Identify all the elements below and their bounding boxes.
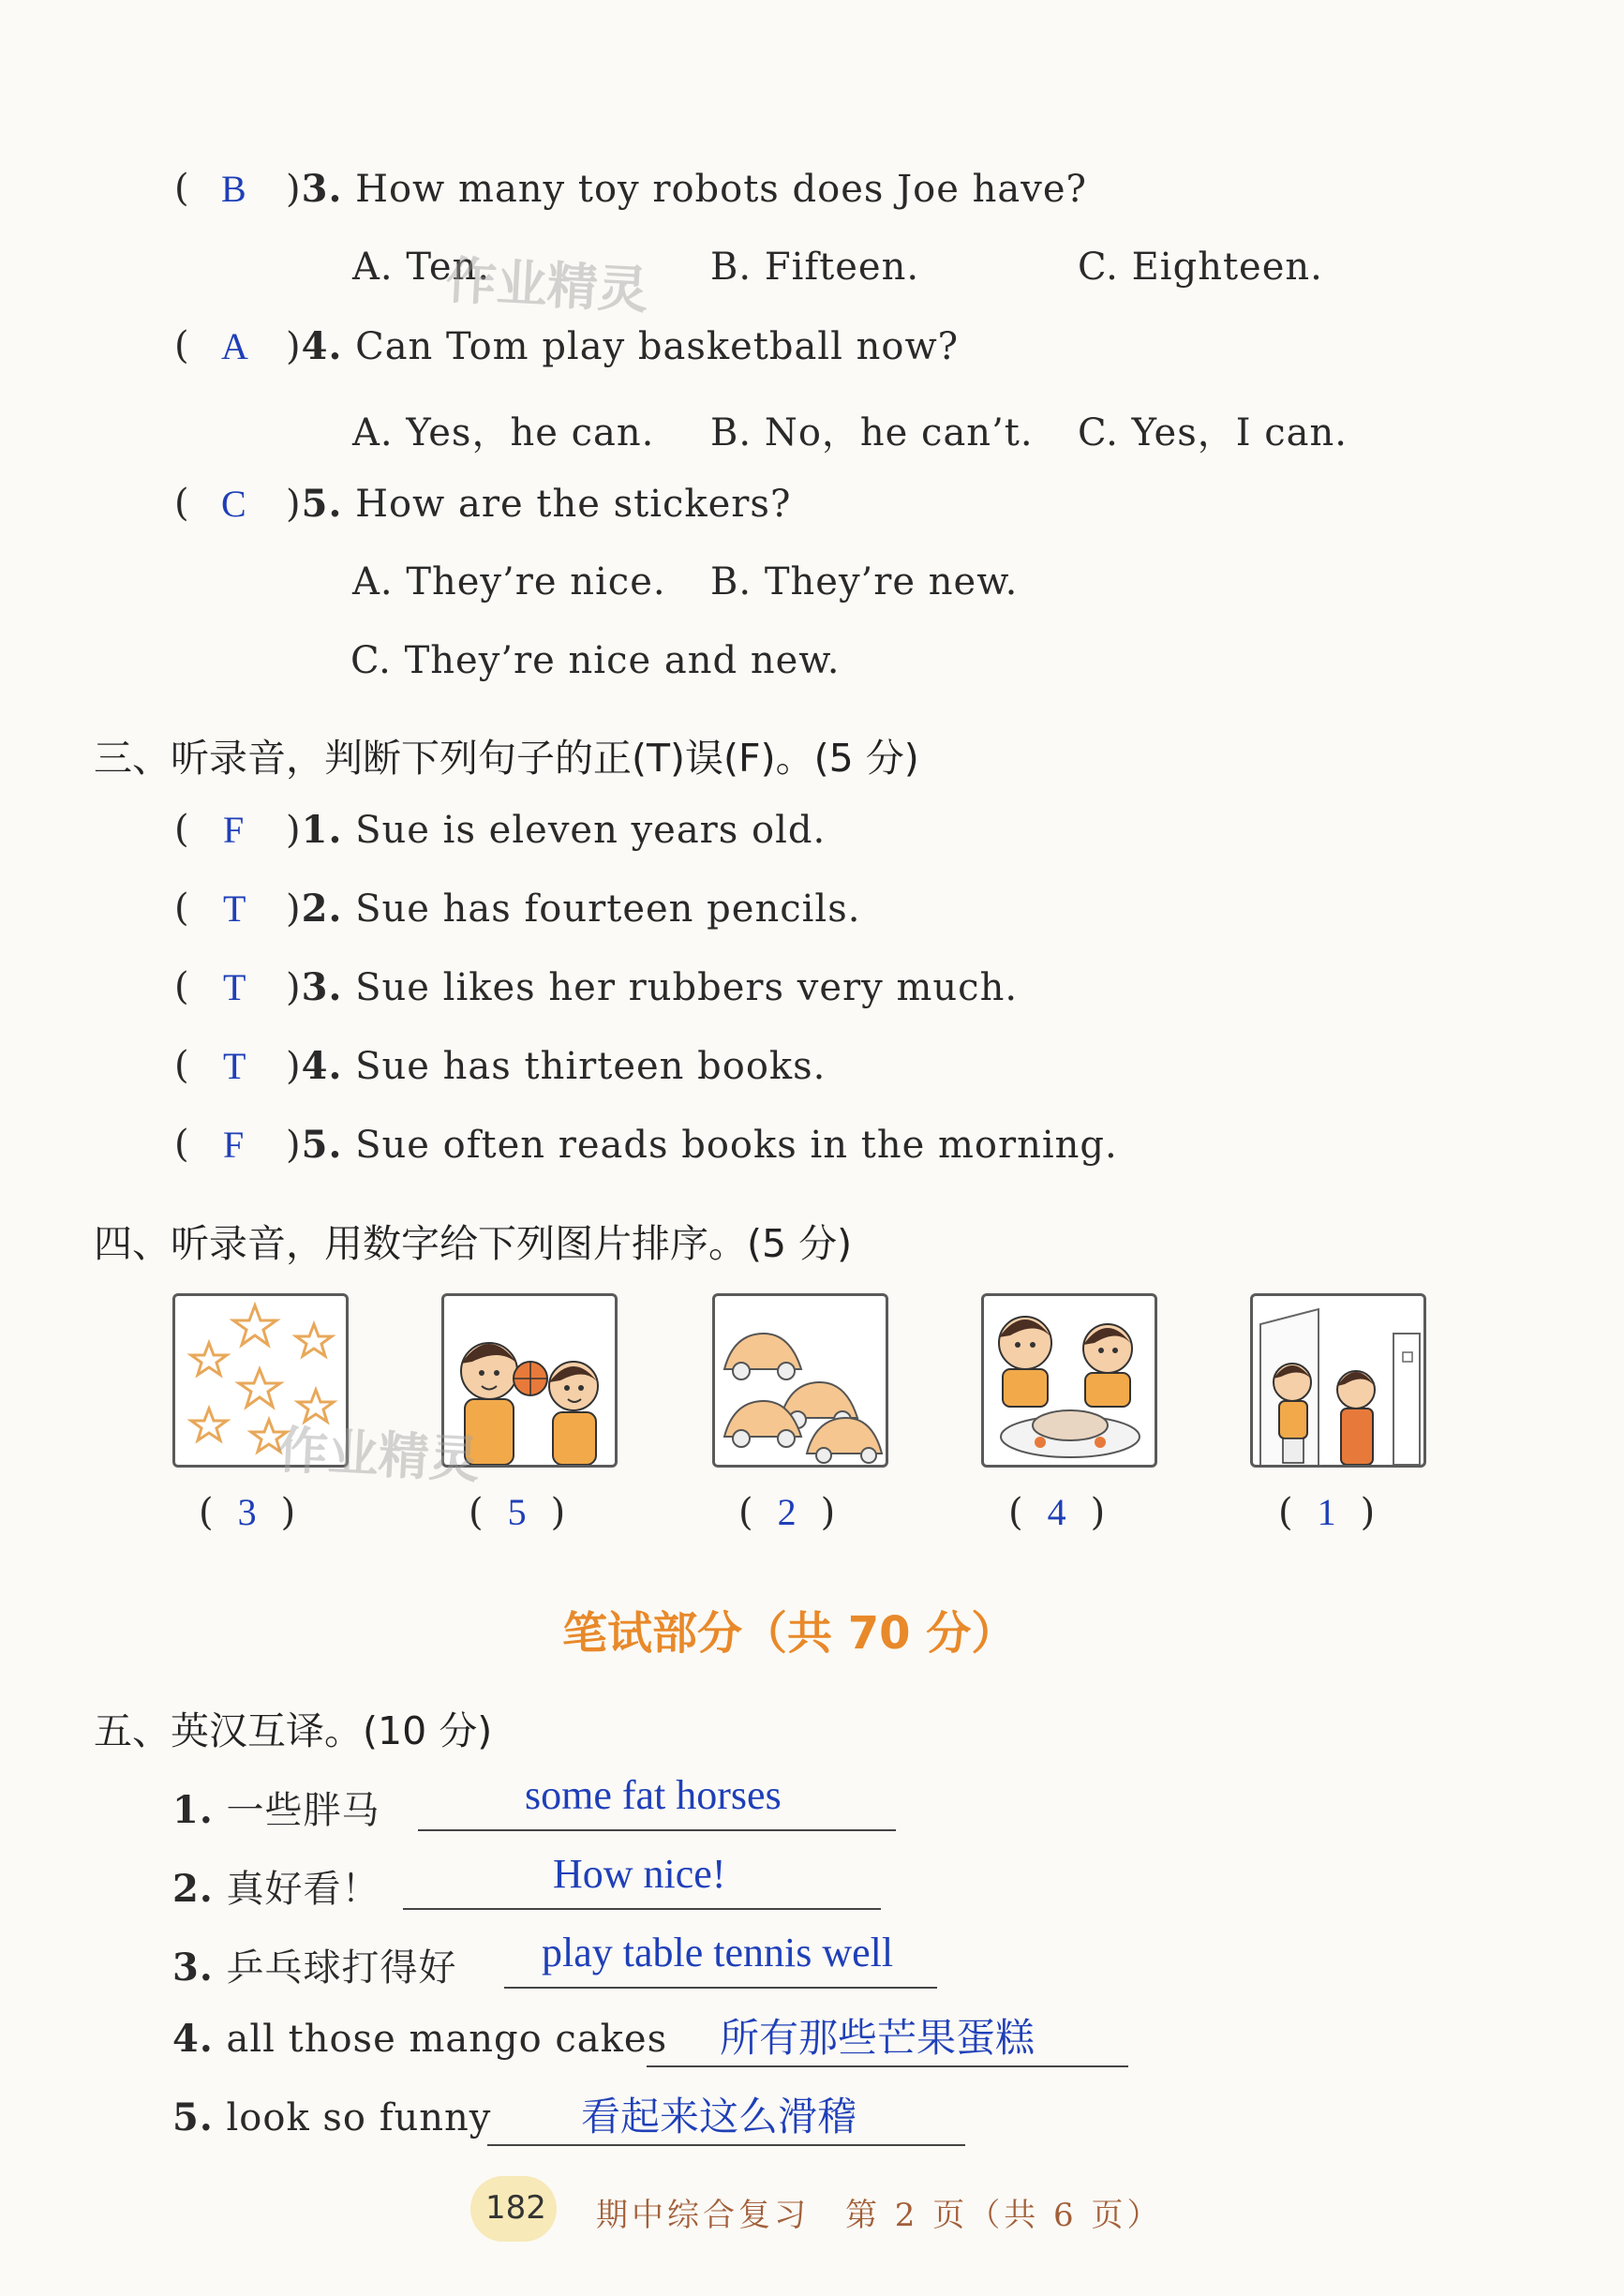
answer-value: T xyxy=(223,1045,246,1087)
order-label: ( 4 ) xyxy=(1008,1491,1106,1534)
answer-value: T xyxy=(223,887,246,930)
option-c: C. Eighteen. xyxy=(1078,246,1323,289)
answer-value: 所有那些芒果蛋糕 xyxy=(720,2015,1035,2061)
question-text: How are the stickers? xyxy=(355,483,792,526)
answer-value: F xyxy=(223,809,245,851)
answer-value: some fat horses xyxy=(525,1772,782,1818)
answer-value: 看起来这么滑稽 xyxy=(581,2094,857,2139)
list-item: 1. 一些胖马 xyxy=(172,1788,380,1832)
question-number: 3. xyxy=(301,167,343,211)
kids-cake-icon xyxy=(984,1296,1155,1465)
page-number: 182 xyxy=(485,2189,546,2227)
section5-title: 五、英汉互译。(10 分) xyxy=(94,1708,493,1753)
list-item: 2. 真好看！ xyxy=(172,1867,380,1911)
section4-title: 四、听录音，用数字给下列图片排序。(5 分) xyxy=(94,1221,853,1266)
question-text: Can Tom play basketball now? xyxy=(355,325,960,368)
picture-kids-cake xyxy=(981,1293,1157,1468)
list-item: )1. Sue is eleven years old. xyxy=(286,808,827,852)
answer-value: B xyxy=(221,168,246,210)
option-b: B. No，he can’t. xyxy=(710,411,1034,455)
option-c: C. They’re nice and new. xyxy=(350,639,841,682)
list-item: 5. look so funny xyxy=(172,2095,492,2139)
answer-underline xyxy=(418,1829,896,1831)
option-a: A. Ten. xyxy=(352,246,491,289)
answer-paren-open: ( xyxy=(174,167,190,210)
toy-cars-icon xyxy=(715,1296,886,1465)
list-item: 4. all those mango cakes xyxy=(172,2017,668,2061)
answer-value: How nice! xyxy=(553,1851,726,1897)
option-a: A. Yes，he can. xyxy=(352,411,655,455)
watermark-logo: 作业精灵 xyxy=(276,1420,482,1490)
answer-value: A xyxy=(221,325,248,367)
watermark-logo: 作业精灵 xyxy=(444,250,650,321)
order-label: ( 1 ) xyxy=(1278,1491,1376,1534)
answer-underline xyxy=(647,2065,1128,2067)
section3-title: 三、听录音，判断下列句子的正(T)误(F)。(5 分) xyxy=(94,736,919,781)
list-item: )4. Sue has thirteen books. xyxy=(286,1044,827,1088)
answer-value: play table tennis well xyxy=(542,1930,894,1975)
list-item: )3. Sue likes her rubbers very much. xyxy=(286,965,1019,1009)
list-item: )2. Sue has fourteen pencils. xyxy=(286,887,861,931)
list-item: 3. 乒乓球打得好 xyxy=(172,1946,457,1990)
answer-value: C xyxy=(221,483,246,525)
question-number: 5. xyxy=(301,482,343,526)
answer-value: F xyxy=(223,1124,245,1166)
answer-underline xyxy=(487,2144,965,2146)
option-c: C. Yes，I can. xyxy=(1078,411,1348,455)
list-item: )5. Sue often reads books in the morning. xyxy=(286,1123,1118,1167)
answer-underline xyxy=(403,1908,881,1910)
kids-door-icon xyxy=(1253,1296,1423,1465)
picture-kids-door xyxy=(1250,1293,1426,1468)
option-b: B. They’re new. xyxy=(710,560,1019,604)
order-label: ( 3 ) xyxy=(199,1491,296,1534)
question-number: 4. xyxy=(301,324,343,368)
order-label: ( 2 ) xyxy=(738,1491,836,1534)
option-b: B. Fifteen. xyxy=(710,246,920,289)
footer-text: 期中综合复习 第 2 页（共 6 页） xyxy=(596,2197,1163,2234)
answer-underline xyxy=(504,1987,937,1989)
picture-toy-cars xyxy=(712,1293,888,1468)
written-section-header: 笔试部分（共 70 分） xyxy=(562,1607,1017,1660)
answer-value: T xyxy=(223,966,246,1008)
option-a: A. They’re nice. xyxy=(352,560,666,604)
question-text: How many toy robots does Joe have? xyxy=(355,168,1087,211)
order-label: ( 5 ) xyxy=(469,1491,566,1534)
